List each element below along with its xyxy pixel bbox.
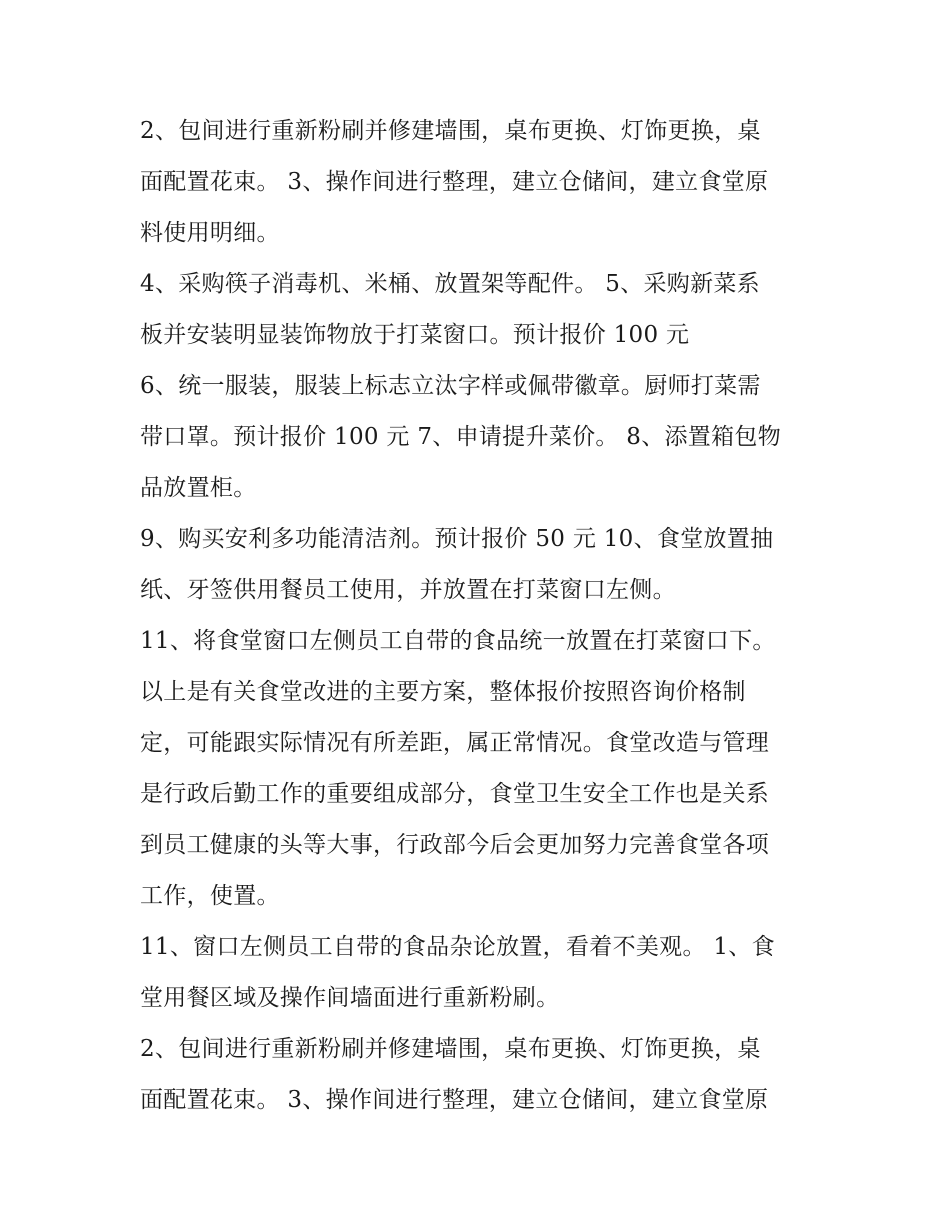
document-body	[140, 106, 812, 1126]
paragraph-renovation-repeat: 2、包间进行重新粉刷并修建墙围，桌布更换、灯饰更换，桌 面配置花束。 3、操作间进行整理，建立仓储间，建立食堂原	[140, 1036, 769, 1113]
paragraph-summary: 11、将食堂窗口左侧员工自带的食品统一放置在打菜窗口下。 以上是有关食堂改进的主要方案，整体报价按照咨询价格制 定，可能跟实际情况有所差距，属正常情况。食堂改造与管理 是行政后勤工作的重要组成部分，食堂卫生安全工作也是关系 到员工健康的头等大事，行政部今后会更加努力完善食堂各项 工作，使置。	[140, 628, 776, 909]
paragraph-window-items: 11、窗口左侧员工自带的食品杂论放置，看着不美观。 1、食 堂用餐区域及操作间墙面进行重新粉刷。	[140, 934, 775, 1011]
paragraph-uniforms: 6、统一服装，服装上标志立汰字样或佩带徽章。厨师打菜需 带口罩。预计报价 100 元 7、申请提升菜价。 8、添置箱包物 品放置柜。	[140, 373, 782, 501]
paragraph-cleaning-supplies: 9、购买安利多功能清洁剂。预计报价 50 元 10、食堂放置抽 纸、牙签供用餐员工使用，并放置在打菜窗口左侧。	[140, 526, 774, 603]
paragraph-purchase-equipment: 4、采购筷子消毒机、米桶、放置架等配件。 5、采购新菜系 板并安装明显装饰物放于打菜窗口。预计报价 100 元	[140, 271, 760, 348]
paragraph-renovation-private-rooms: 2、包间进行重新粉刷并修建墙围，桌布更换、灯饰更换，桌 面配置花束。 3、操作间进行整理，建立仓储间，建立食堂原 料使用明细。	[140, 118, 769, 246]
